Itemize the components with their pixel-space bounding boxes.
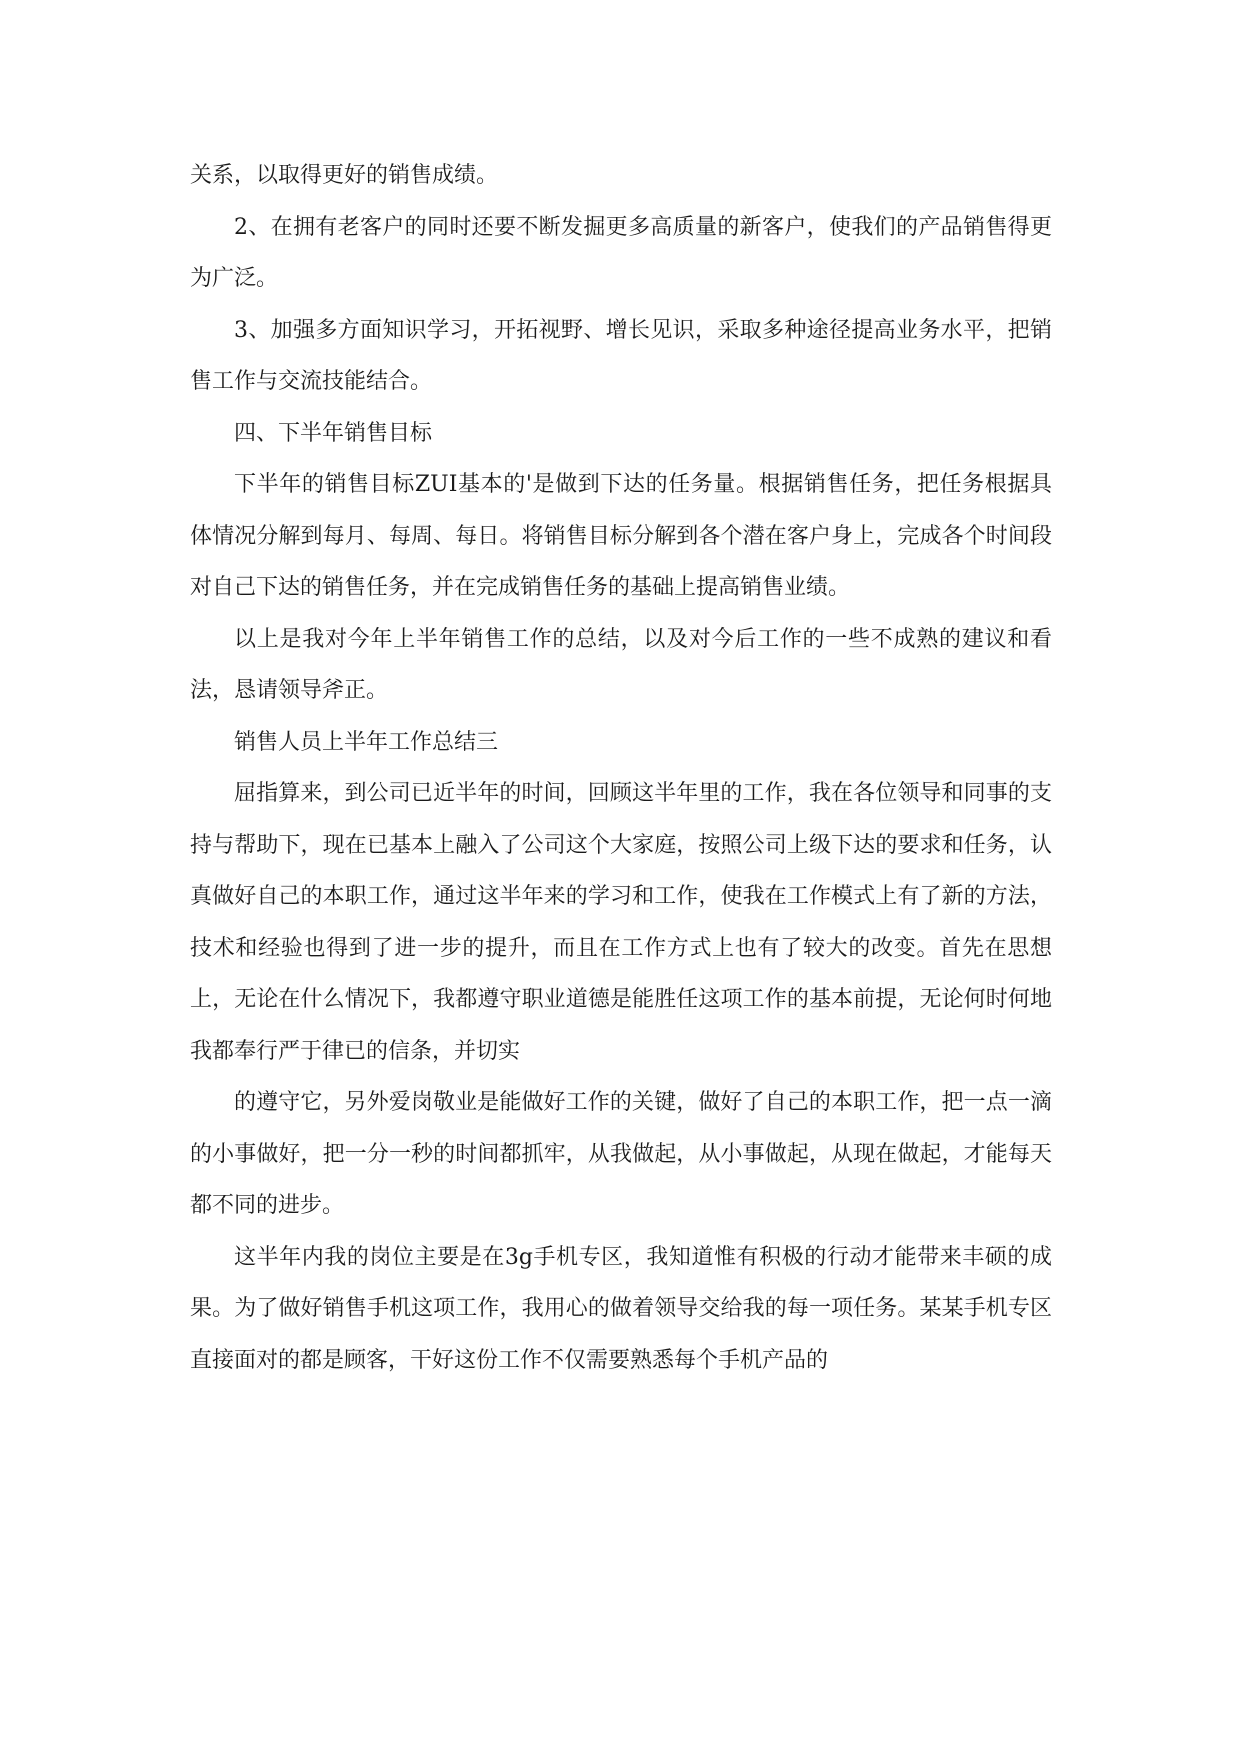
document-body [190, 150, 1052, 1386]
paragraph-5: 下半年的销售目标ZUI基本的'是做到下达的任务量。根据销售任务，把任务根据具体情况分解到每月、每周、每日。将销售目标分解到各个潜在客户身上，完成各个时间段对自己下达的销售任务，并在完成销售任务的基础上提高销售业绩。 [190, 472, 1052, 600]
paragraph-2: 2、在拥有老客户的同时还要不断发掘更多高质量的新客户，使我们的产品销售得更为广泛。 [190, 214, 1052, 291]
paragraph-1: 关系，以取得更好的销售成绩。 [190, 163, 499, 188]
paragraph-3: 3、加强多方面知识学习，开拓视野、增长见识，采取多种途径提高业务水平，把销售工作与交流技能结合。 [190, 317, 1052, 394]
article-title: 销售人员上半年工作总结三 [234, 729, 499, 755]
paragraph-9: 的遵守它，另外爱岗敬业是能做好工作的关键，做好了自己的本职工作，把一点一滴的小事做好，把一分一秒的时间都抓牢，从我做起，从小事做起，从现在做起，才能每天都不同的进步。 [190, 1090, 1052, 1218]
section-heading: 四、下半年销售目标 [234, 420, 433, 446]
paragraph-6: 以上是我对今年上半年销售工作的总结，以及对今后工作的一些不成熟的建议和看法，恳请领导斧正。 [190, 626, 1052, 703]
paragraph-8: 屈指算来，到公司已近半年的时间，回顾这半年里的工作，我在各位领导和同事的支持与帮助下，现在已基本上融入了公司这个大家庭，按照公司上级下达的要求和任务，认真做好自己的本职工作，通过这半年来的学习和工作，使我在工作模式上有了新的方法，技术和经验也得到了进一步的提升，而且在工作方式上也有了较大的改变。首先在思想上，无论在什么情况下，我都遵守职业道德是能胜任这项工作的基本前提，无论何时何地我都奉行严于律已的信条，并切实 [190, 781, 1052, 1064]
paragraph-10: 这半年内我的岗位主要是在3g手机专区，我知道惟有积极的行动才能带来丰硕的成果。为了做好销售手机这项工作，我用心的做着领导交给我的每一项任务。某某手机专区直接面对的都是顾客，干好这份工作不仅需要熟悉每个手机产品的 [190, 1244, 1052, 1373]
